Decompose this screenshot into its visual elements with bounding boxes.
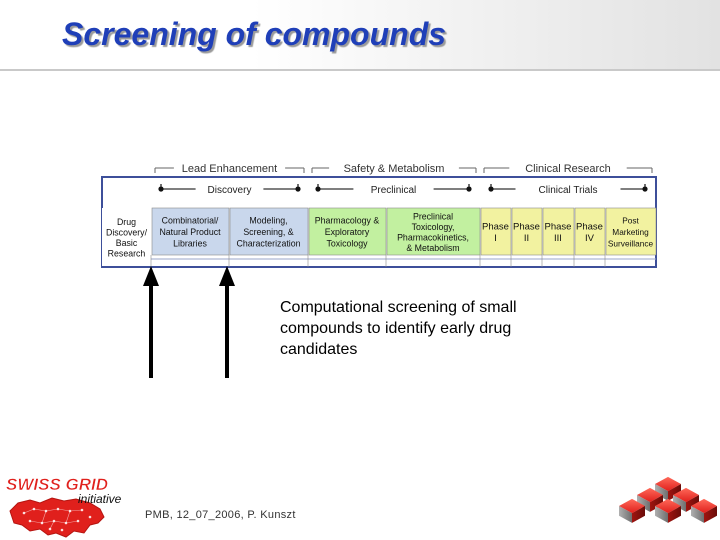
cell-text: Surveillance bbox=[607, 238, 654, 249]
cell-text: Pharmacology & bbox=[314, 215, 380, 226]
caption-line: Computational screening of small bbox=[280, 299, 517, 316]
phase-label: Clinical Trials bbox=[538, 185, 598, 196]
cell-text: Screening, & bbox=[243, 227, 294, 237]
cell-text: Phase bbox=[576, 221, 603, 233]
cell-text: Toxicology, bbox=[411, 221, 455, 232]
footer-text: PMB, 12_07_2006, P. Kunszt bbox=[145, 509, 296, 521]
cell-text: Basic bbox=[115, 237, 138, 248]
cell-text: Toxicology bbox=[326, 238, 368, 249]
drug-development-pipeline-diagram bbox=[95, 155, 660, 270]
cell-text: Phase bbox=[513, 221, 540, 233]
phase-dot bbox=[158, 186, 163, 191]
stage-label: Clinical Research bbox=[525, 163, 611, 175]
phase-label: Preclinical bbox=[370, 185, 417, 196]
cell-text: Drug bbox=[116, 216, 137, 227]
logo-subtitle: initiative bbox=[78, 492, 122, 506]
arrow-up-icon bbox=[142, 266, 160, 378]
phase-label: Discovery bbox=[207, 185, 252, 196]
cell-text: Post bbox=[622, 215, 639, 226]
arrow-up-icon bbox=[218, 266, 236, 378]
cell-text: Preclinical bbox=[412, 211, 454, 222]
cell-text: & Metabolism bbox=[406, 242, 460, 253]
cell-text: I bbox=[494, 232, 497, 244]
cell-text: Exploratory bbox=[324, 227, 370, 237]
diagram-caption bbox=[280, 297, 580, 360]
caption-line: candidates bbox=[280, 341, 358, 358]
phase-dot bbox=[315, 186, 320, 191]
phase-dot bbox=[488, 186, 493, 191]
cell-text: Discovery/ bbox=[105, 227, 148, 238]
phase-dot bbox=[642, 186, 647, 191]
logo-wordmark: SWISS GRID bbox=[6, 475, 109, 494]
caption-line: compounds to identify early drug bbox=[280, 320, 512, 337]
cell-text: Phase bbox=[482, 221, 509, 233]
cell-text: Libraries bbox=[173, 238, 207, 249]
cell-text: Phase bbox=[544, 221, 572, 233]
cell-text: II bbox=[523, 232, 530, 244]
cell-text: Marketing bbox=[612, 227, 649, 237]
slide-title: Screening of compounds bbox=[62, 16, 447, 52]
phase-dot bbox=[466, 186, 471, 191]
cell-text: IV bbox=[585, 232, 594, 244]
cell-text: Characterization bbox=[236, 238, 301, 249]
stage-label: Safety & Metabolism bbox=[343, 163, 445, 175]
cubes-logo-icon bbox=[616, 468, 720, 540]
cell-text: Natural Product bbox=[159, 227, 221, 237]
title-divider bbox=[0, 69, 720, 71]
cell-text: Modeling, bbox=[249, 215, 288, 226]
stage-label: Lead Enhancement bbox=[181, 163, 278, 175]
swiss-grid-logo bbox=[0, 465, 150, 540]
cell-text: Combinatorial/ bbox=[161, 215, 219, 226]
cell-text: Research bbox=[107, 248, 146, 259]
cell-text: III bbox=[554, 232, 562, 244]
cell-text: Pharmacokinetics, bbox=[397, 232, 469, 243]
phase-dot bbox=[295, 186, 300, 191]
